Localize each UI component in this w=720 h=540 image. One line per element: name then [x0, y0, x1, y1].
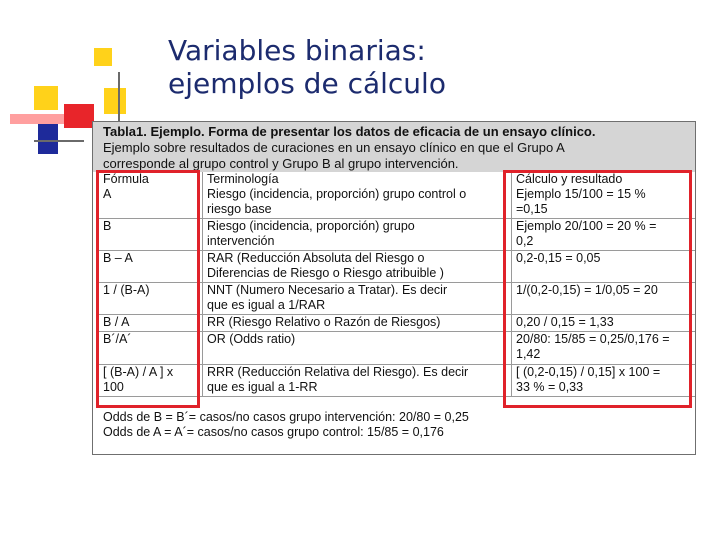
formula-cell: B – A	[99, 251, 203, 283]
footer-odds-b: Odds de B = B´= casos/no casos grupo intervención: 20/80 = 0,25	[103, 410, 469, 424]
decorative-line-horizontal	[34, 140, 84, 142]
calculation-cell: 20/80: 15/85 = 0,25/0,176 = 1,42	[512, 332, 697, 365]
slide-title	[168, 34, 446, 100]
table-footer	[103, 410, 469, 440]
slide-title-line2: ejemplos de cálculo	[168, 67, 446, 100]
terminology-cell: RAR (Reducción Absoluta del Riesgo o Diferencias de Riesgo o Riesgo atribuible )	[203, 251, 512, 283]
table-caption-title: Tabla1. Ejemplo. Forma de presentar los datos de eficacia de un ensayo clínico.	[103, 124, 596, 139]
decorative-square-red	[64, 104, 94, 128]
terminology-cell: OR (Odds ratio)	[203, 332, 512, 365]
formula-cell: Fórmula A	[99, 172, 203, 219]
terminology-cell: NNT (Numero Necesario a Tratar). Es decir que es igual a 1/RAR	[203, 283, 512, 315]
calculation-cell: 0,2-0,15 = 0,05	[512, 251, 697, 283]
formula-cell: 1 / (B-A)	[99, 283, 203, 315]
calculation-cell: 1/(0,2-0,15) = 1/0,05 = 20	[512, 283, 697, 315]
decorative-square-yellow-large	[34, 86, 58, 110]
table-caption	[93, 122, 695, 172]
terminology-cell: Riesgo (incidencia, proporción) grupo intervención	[203, 219, 512, 251]
formula-cell: [ (B-A) / A ] x 100	[99, 365, 203, 397]
decorative-bar-red	[10, 114, 64, 124]
calculation-cell: [ (0,2-0,15) / 0,15] x 100 = 33 % = 0,33	[512, 365, 697, 397]
terminology-cell: RR (Riesgo Relativo o Razón de Riesgos)	[203, 315, 512, 332]
formula-cell: B / A	[99, 315, 203, 332]
table-caption-line: Ejemplo sobre resultados de curaciones en un ensayo clínico en que el Grupo A	[103, 140, 565, 155]
terminology-cell: Terminología Riesgo (incidencia, proporción) grupo control o riesgo base	[203, 172, 512, 219]
calculation-cell: Ejemplo 20/100 = 20 % = 0,2	[512, 219, 697, 251]
footer-odds-a: Odds de A = A´= casos/no casos grupo control: 15/85 = 0,176	[103, 425, 444, 439]
decorative-square-yellow-top	[94, 48, 112, 66]
highlight-calculation-column	[503, 170, 692, 408]
formula-cell: B	[99, 219, 203, 251]
calculation-cell: 0,20 / 0,15 = 1,33	[512, 315, 697, 332]
calculation-cell: Cálculo y resultado Ejemplo 15/100 = 15 % =0,15	[512, 172, 697, 219]
table-caption-line: corresponde al grupo control y Grupo B al grupo intervención.	[103, 156, 459, 171]
slide-title-line1: Variables binarias:	[168, 34, 426, 67]
terminology-cell: RRR (Reducción Relativa del Riesgo). Es decir que es igual a 1-RR	[203, 365, 512, 397]
decorative-square-yellow-right	[104, 88, 126, 114]
highlight-formula-column	[96, 170, 200, 408]
formula-cell: B´/A´	[99, 332, 203, 365]
